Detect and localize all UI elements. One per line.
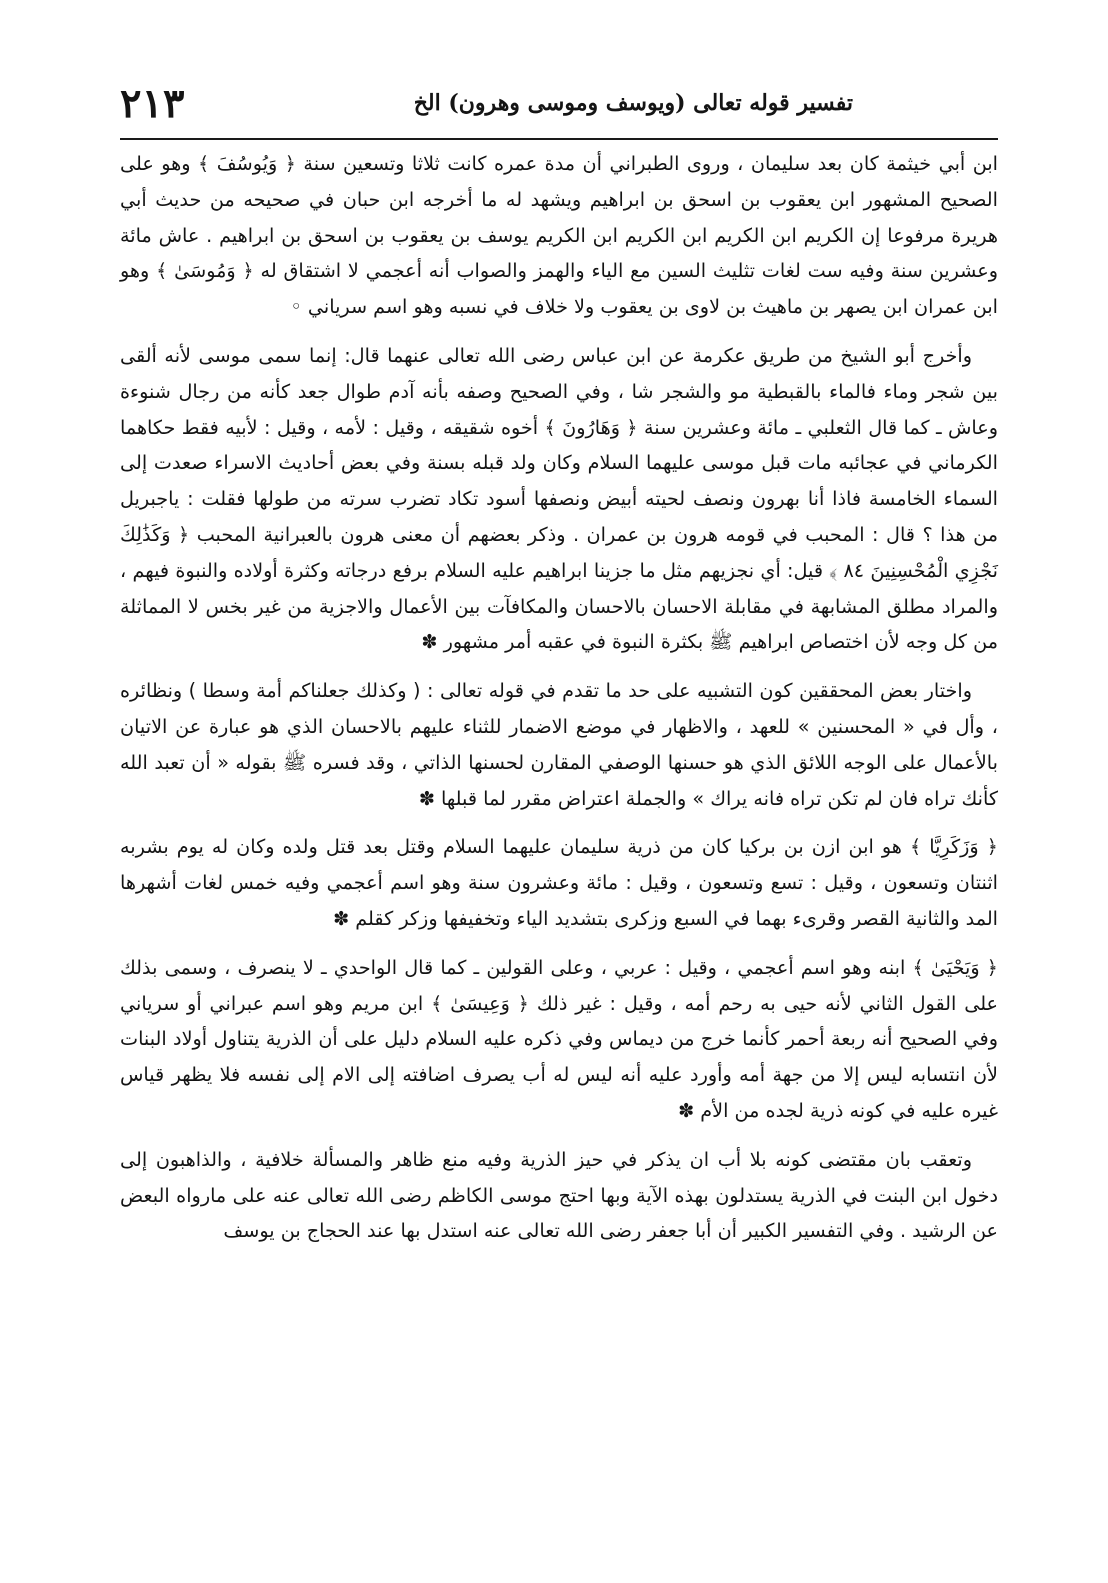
paragraph-musa-harun: وأخرج أبو الشيخ من طريق عكرمة عن ابن عباس رضى الله تعالى عنهما قال: إنما سمى موسى لأنه ألقى بين شجر وماء فالماء بالقبطية مو والشجر شا ، وفي الصحيح وصفه بأنه آدم طوال جعد كأنه من رجال شنوءة وعاش ـ كما قال الثعلبي ـ مائة وعشرين سنة ﴿ وَهَارُونَ ﴾ أخوه شقيقه ، وقيل : لأمه ، وقيل : لأبيه فقط حكاهما الكرماني في عجائبه مات قبل موسى عليهما السلام وكان ولد قبله بسنة وفي بعض أحاديث الاسراء صعدت إلى السماء الخامسة فاذا أنا بهرون ونصف لحيته أبيض ونصفها أسود تكاد تضرب سرته من طولها فقلت : ياجبريل من هذا ؟ قال : المحبب في قومه هرون بن عمران . وذكر بعضهم أن معنى هرون بالعبرانية المحبب ﴿ وَكَذَٰلِكَ نَجْزِي الْمُحْسِنِينَ ٨٤ ﴾ قيل: أي نجزيهم مثل ما جزينا ابراهيم عليه السلام برفع درجاته وكثرة أولاده والنبوة فيهم ، والمراد مطلق المشابهة في مقابلة الاحسان بالاحسان والمكافآت بين الأعمال والاجزية من غير بخس لا المماثلة من كل وجه لأن اختصاص ابراهيم ﷺ بكثرة النبوة في عقبه أمر مشهور ✽ [120, 343, 998, 654]
body-text [120, 146, 998, 1249]
page-number: ٢١٣ [120, 80, 185, 127]
paragraph-yahya-isa: ﴿ وَيَحْيَىٰ ﴾ ابنه وهو اسم أعجمي ، وقيل : عربي ، وعلى القولين ـ كما قال الواحدي ـ لا ينصرف ، وسمى بذلك على القول الثاني لأنه حيى به رحم أمه ، وقيل : غير ذلك ﴿ وَعِيسَىٰ ﴾ ابن مريم وهو اسم عبراني أو سرياني وفي الصحيح أنه ربعة أحمر كأنما خرج من ديماس وفي ذكره عليه السلام دليل على أن الذرية يتناول أولاد البنات لأن انتسابه ليس إلا من جهة أمه وأورد عليه أنه ليس له أب يصرف اضافته إلى الام إلى نفسه فلا يظهر قياس غيره عليه في كونه ذرية لجده من الأم ✽ [120, 955, 998, 1122]
paragraph-zakariya: ﴿ وَزَكَرِيَّا ﴾ هو ابن ازن بن بركيا كان من ذرية سليمان عليهما السلام وقتل بعد قتل ولده وكان له يوم بشربه اثنتان وتسعون ، وقيل : تسع وتسعون ، وقيل : مائة وعشرون سنة وهو اسم أعجمي وفيه خمس لغات أشهرها المد والثانية القصر وقرىء بهما في السبع وزكرى بتشديد الياء وتخفيفها وزكر كقلم ✽ [120, 835, 998, 930]
paragraph-muhsinin: واختار بعض المحققين كون التشبيه على حد ما تقدم في قوله تعالى : ( وكذلك جعلناكم أمة وسطا ) ونظائره ، وأل في « المحسنين » للعهد ، والاظهار في موضع الاضمار للثناء عليهم بالاحسان الذي هو عبارة عن الاتيان بالأعمال على الوجه اللائق الذي هو حسنها الوصفي المقارن لحسنها الذاتي ، وقد فسره ﷺ بقوله « أن تعبد الله كأنك تراه فان لم تكن تراه فانه يراك » والجملة اعتراض مقرر لما قبلها ✽ [120, 679, 998, 810]
paragraph-yusuf-musa: ابن أبي خيثمة كان بعد سليمان ، وروى الطبراني أن مدة عمره كانت ثلاثا وتسعين سنة ﴿ وَيُوسُفَ ﴾ وهو على الصحيح المشهور ابن يعقوب بن اسحق بن ابراهيم ويشهد له ما أخرجه ابن حبان في صحيحه من حديث أبي هريرة مرفوعا إن الكريم ابن الكريم ابن الكريم ابن الكريم يوسف بن يعقوب بن اسحق بن ابراهيم . عاش مائة وعشرين سنة وفيه ست لغات تثليث السين مع الياء والهمز والصواب أنه أعجمي لا اشتقاق له ﴿ وَمُوسَىٰ ﴾ وهو ابن عمران ابن يصهر بن ماهيث بن لاوى بن يعقوب ولا خلاف في نسبه وهو اسم سرياني ◦ [120, 152, 998, 319]
page-header [120, 80, 998, 142]
header-rule [120, 138, 998, 140]
running-title: تفسير قوله تعالى (ويوسف وموسى وهرون) الخ [413, 90, 853, 116]
paragraph-dhurriya: وتعقب بان مقتضى كونه بلا أب ان يذكر في حيز الذرية وفيه منع ظاهر والمسألة خلافية ، والذاهبون إلى دخول ابن البنت في الذرية يستدلون بهذه الآية وبها احتج موسى الكاظم رضى الله تعالى عنه على مارواه البعض عن الرشيد . وفي التفسير الكبير أن أبا جعفر رضى الله تعالى عنه استدل بها عند الحجاج بن يوسف [120, 1147, 998, 1243]
